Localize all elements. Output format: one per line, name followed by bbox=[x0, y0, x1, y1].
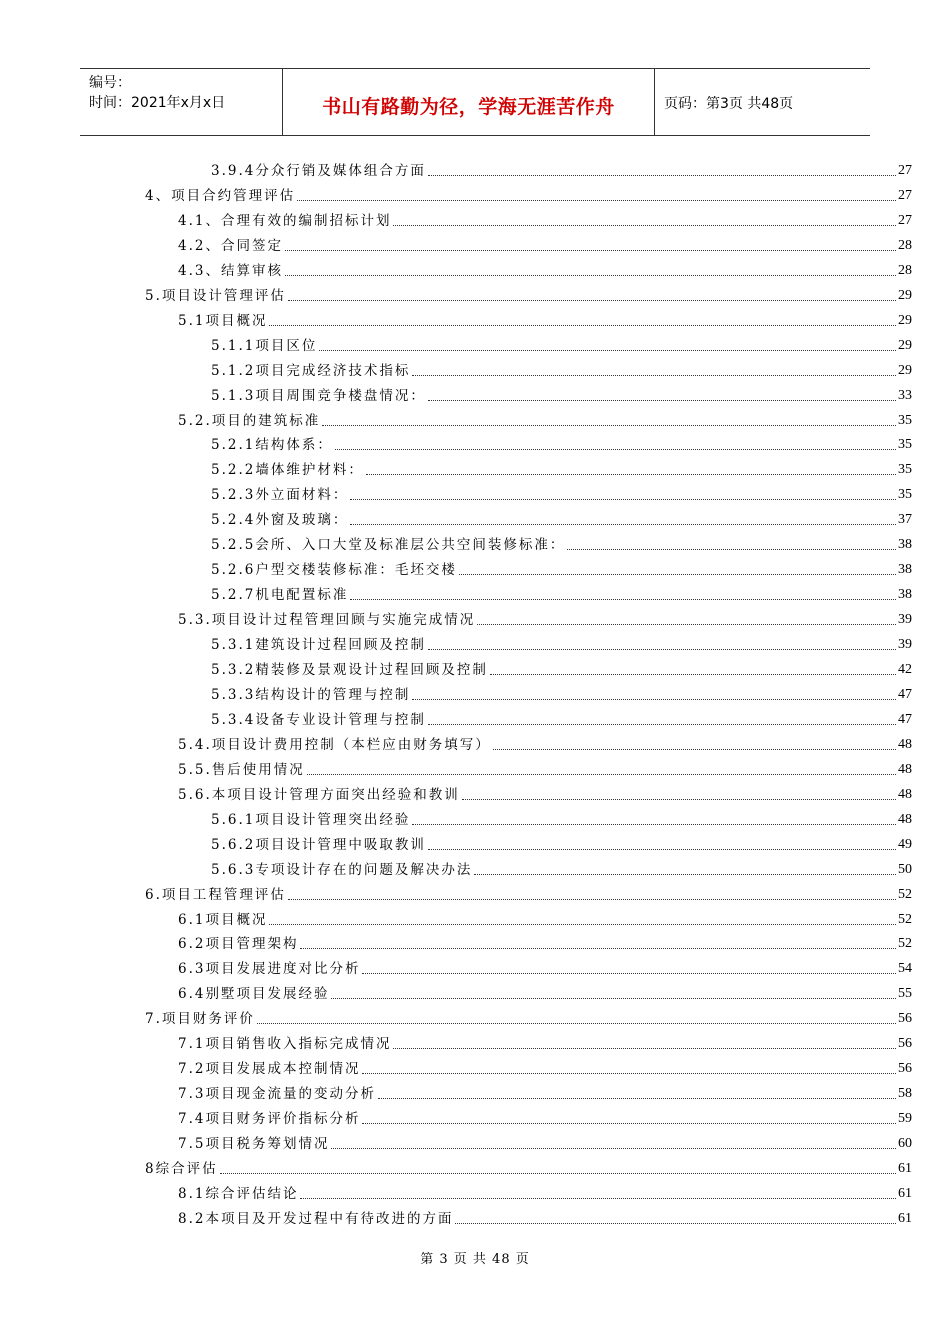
toc-entry-page: 29 bbox=[898, 287, 912, 303]
toc-entry-title: 6.2项目管理架构 bbox=[178, 936, 299, 953]
toc-dot-leader bbox=[322, 425, 896, 426]
header-meta bbox=[80, 69, 283, 135]
page-footer: 第 3 页 共 48 页 bbox=[420, 1252, 530, 1267]
toc-entry-title: 5.1.1项目区位 bbox=[211, 337, 318, 354]
toc-entry-page: 33 bbox=[898, 387, 912, 403]
toc-dot-leader bbox=[366, 474, 896, 475]
toc-entry-page: 47 bbox=[898, 711, 912, 727]
toc-entry[interactable] bbox=[211, 457, 912, 479]
toc-entry-page: 48 bbox=[898, 736, 912, 752]
toc-dot-leader bbox=[331, 998, 896, 999]
toc-entry-page: 38 bbox=[898, 537, 912, 553]
toc-entry[interactable] bbox=[145, 183, 912, 205]
toc-entry[interactable] bbox=[178, 1081, 912, 1103]
toc-dot-leader bbox=[288, 899, 896, 900]
toc-entry-title: 5.1.3项目周围竞争楼盘情况： bbox=[211, 387, 426, 404]
toc-entry-title: 5.2.1结构体系： bbox=[211, 437, 333, 454]
toc-entry-title: 8综合评估 bbox=[145, 1161, 218, 1177]
toc-dot-leader bbox=[412, 824, 896, 825]
toc-dot-leader bbox=[428, 849, 896, 850]
toc-entry[interactable] bbox=[145, 1006, 912, 1028]
document-date-label: 时间：2021年x月x日 bbox=[89, 95, 226, 111]
toc-entry[interactable] bbox=[178, 308, 912, 330]
toc-entry-title: 6.3项目发展进度对比分析 bbox=[178, 961, 361, 978]
toc-entry[interactable] bbox=[211, 158, 912, 180]
toc-entry-title: 5.6.1项目设计管理突出经验 bbox=[211, 811, 411, 828]
toc-entry-title: 5.3.4设备专业设计管理与控制 bbox=[211, 711, 426, 728]
toc-dot-leader bbox=[350, 599, 896, 600]
toc-entry[interactable] bbox=[145, 882, 912, 904]
toc-entry[interactable] bbox=[211, 507, 912, 529]
header-page-info: 页码：第3页 共48页 bbox=[664, 96, 794, 112]
toc-entry-page: 35 bbox=[898, 487, 912, 503]
toc-dot-leader bbox=[477, 624, 896, 625]
toc-entry[interactable] bbox=[211, 682, 912, 704]
toc-entry[interactable] bbox=[211, 557, 912, 579]
toc-dot-leader bbox=[493, 749, 896, 750]
toc-dot-leader bbox=[393, 1048, 896, 1049]
toc-dot-leader bbox=[269, 325, 896, 326]
toc-entry-page: 39 bbox=[898, 612, 912, 628]
toc-dot-leader bbox=[350, 499, 896, 500]
toc-entry[interactable] bbox=[178, 408, 912, 430]
toc-dot-leader bbox=[220, 1173, 896, 1174]
toc-entry-title: 7.2项目发展成本控制情况 bbox=[178, 1061, 361, 1078]
toc-dot-leader bbox=[300, 948, 896, 949]
toc-dot-leader bbox=[335, 449, 896, 450]
toc-entry-page: 37 bbox=[898, 512, 912, 528]
toc-entry[interactable] bbox=[178, 1206, 912, 1228]
toc-entry-title: 5.6.3专项设计存在的问题及解决办法 bbox=[211, 861, 473, 878]
toc-entry-page: 35 bbox=[898, 462, 912, 478]
toc-entry-title: 5.1项目概况 bbox=[178, 312, 268, 329]
toc-entry-title: 5.3.项目设计过程管理回顾与实施完成情况 bbox=[178, 612, 476, 629]
toc-entry-page: 38 bbox=[898, 562, 912, 578]
toc-entry-title: 4.3、结算审核 bbox=[178, 262, 283, 279]
toc-entry-page: 29 bbox=[898, 337, 912, 353]
toc-entry[interactable] bbox=[178, 931, 912, 953]
toc-entry[interactable] bbox=[211, 532, 912, 554]
toc-entry-title: 5.4.项目设计费用控制（本栏应由财务填写） bbox=[178, 736, 491, 753]
toc-entry-title: 8.2本项目及开发过程中有待改进的方面 bbox=[178, 1210, 454, 1227]
toc-entry-page: 48 bbox=[898, 786, 912, 802]
toc-entry-page: 61 bbox=[898, 1210, 912, 1226]
toc-entry-page: 49 bbox=[898, 836, 912, 852]
toc-entry-page: 48 bbox=[898, 761, 912, 777]
toc-dot-leader bbox=[567, 549, 896, 550]
toc-entry-page: 29 bbox=[898, 312, 912, 328]
toc-entry-title: 5.3.3结构设计的管理与控制 bbox=[211, 686, 411, 703]
toc-entry-title: 6.1项目概况 bbox=[178, 911, 268, 928]
toc-dot-leader bbox=[378, 1098, 896, 1099]
toc-entry[interactable] bbox=[178, 981, 912, 1003]
toc-entry-page: 59 bbox=[898, 1111, 912, 1127]
toc-entry-title: 5.2.4外窗及玻璃： bbox=[211, 512, 349, 529]
toc-entry-page: 52 bbox=[898, 936, 912, 952]
toc-entry[interactable] bbox=[211, 807, 912, 829]
toc-entry[interactable] bbox=[178, 956, 912, 978]
toc-entry-page: 29 bbox=[898, 362, 912, 378]
toc-entry-page: 55 bbox=[898, 986, 912, 1002]
toc-entry-title: 5.2.2墙体维护材料： bbox=[211, 462, 364, 479]
toc-entry-title: 5.3.1建筑设计过程回顾及控制 bbox=[211, 637, 426, 654]
toc-entry[interactable] bbox=[211, 657, 912, 679]
toc-entry[interactable] bbox=[178, 258, 912, 280]
toc-dot-leader bbox=[462, 799, 896, 800]
toc-entry-title: 5.项目设计管理评估 bbox=[145, 287, 286, 304]
toc-dot-leader bbox=[428, 649, 896, 650]
toc-entry-page: 27 bbox=[898, 163, 912, 178]
toc-entry-page: 50 bbox=[898, 861, 912, 877]
toc-entry-title: 4.2、合同签定 bbox=[178, 237, 283, 254]
toc-entry-title: 5.3.2精装修及景观设计过程回顾及控制 bbox=[211, 662, 488, 678]
toc-entry[interactable] bbox=[178, 732, 912, 754]
toc-entry-title: 7.项目财务评价 bbox=[145, 1011, 255, 1028]
toc-entry-page: 47 bbox=[898, 686, 912, 702]
toc-dot-leader bbox=[300, 1198, 896, 1199]
toc-entry-page: 52 bbox=[898, 886, 912, 902]
toc-dot-leader bbox=[269, 924, 896, 925]
toc-dot-leader bbox=[474, 874, 896, 875]
toc-entry-title: 5.6.2项目设计管理中吸取教训 bbox=[211, 836, 426, 853]
toc-entry-page: 35 bbox=[898, 437, 912, 453]
toc-dot-leader bbox=[307, 774, 896, 775]
toc-entry[interactable] bbox=[178, 757, 912, 779]
toc-dot-leader bbox=[285, 275, 896, 276]
toc-entry-page: 38 bbox=[898, 587, 912, 603]
toc-entry-title: 5.1.2项目完成经济技术指标 bbox=[211, 362, 411, 379]
toc-entry-page: 28 bbox=[898, 262, 912, 278]
toc-entry-page: 60 bbox=[898, 1136, 912, 1152]
toc-dot-leader bbox=[428, 724, 896, 725]
toc-entry[interactable] bbox=[178, 1131, 912, 1153]
document-number-label: 编号： bbox=[89, 75, 131, 91]
toc-entry-title: 7.5项目税务筹划情况 bbox=[178, 1136, 330, 1153]
toc-dot-leader bbox=[459, 574, 896, 575]
toc-entry[interactable] bbox=[211, 632, 912, 654]
toc-entry-title: 7.3项目现金流量的变动分析 bbox=[178, 1086, 376, 1103]
toc-entry-title: 5.2.5会所、入口大堂及标准层公共空间装修标准： bbox=[211, 537, 566, 554]
toc-entry-page: 56 bbox=[898, 1011, 912, 1027]
toc-entry-title: 4、项目合约管理评估 bbox=[145, 187, 296, 204]
toc-entry[interactable] bbox=[178, 1181, 912, 1203]
page-header bbox=[80, 68, 870, 136]
toc-dot-leader bbox=[257, 1023, 896, 1024]
toc-entry[interactable] bbox=[178, 1031, 912, 1053]
toc-entry-title: 7.4项目财务评价指标分析 bbox=[178, 1111, 361, 1128]
toc-dot-leader bbox=[362, 1123, 896, 1124]
toc-entry[interactable] bbox=[178, 782, 912, 804]
toc-entry-page: 35 bbox=[898, 412, 912, 428]
toc-entry[interactable] bbox=[211, 482, 912, 504]
toc-entry-page: 42 bbox=[898, 662, 912, 677]
toc-dot-leader bbox=[455, 1223, 896, 1224]
toc-dot-leader bbox=[412, 375, 896, 376]
toc-entry-title: 8.1综合评估结论 bbox=[178, 1185, 299, 1202]
toc-entry-page: 27 bbox=[898, 187, 912, 203]
toc-entry[interactable] bbox=[211, 432, 912, 454]
toc-entry-title: 5.5.售后使用情况 bbox=[178, 761, 305, 778]
toc-dot-leader bbox=[490, 674, 896, 675]
toc-dot-leader bbox=[331, 1148, 896, 1149]
toc-entry[interactable] bbox=[211, 832, 912, 854]
toc-dot-leader bbox=[428, 175, 896, 176]
toc-entry-page: 54 bbox=[898, 961, 912, 977]
toc-entry[interactable] bbox=[178, 233, 912, 255]
toc-dot-leader bbox=[297, 200, 896, 201]
toc-dot-leader bbox=[288, 300, 896, 301]
toc-entry[interactable] bbox=[145, 283, 912, 305]
toc-entry-page: 61 bbox=[898, 1161, 912, 1176]
header-motto: 书山有路勤为径，学海无涯苦作舟 bbox=[283, 69, 655, 135]
toc-entry[interactable] bbox=[211, 333, 912, 355]
toc-entry[interactable] bbox=[145, 1156, 912, 1178]
toc-entry-title: 7.1项目销售收入指标完成情况 bbox=[178, 1036, 392, 1053]
toc-entry[interactable] bbox=[178, 1056, 912, 1078]
toc-entry-page: 52 bbox=[898, 911, 912, 927]
toc-entry[interactable] bbox=[211, 857, 912, 879]
toc-entry-page: 58 bbox=[898, 1086, 912, 1102]
toc-entry-title: 6.项目工程管理评估 bbox=[145, 886, 286, 903]
toc-dot-leader bbox=[412, 699, 896, 700]
toc-entry[interactable] bbox=[211, 358, 912, 380]
toc-entry-title: 5.2.7机电配置标准 bbox=[211, 587, 349, 604]
toc-entry[interactable] bbox=[211, 582, 912, 604]
toc-entry[interactable] bbox=[211, 383, 912, 405]
toc-dot-leader bbox=[285, 250, 896, 251]
toc-entry-title: 5.6.本项目设计管理方面突出经验和教训 bbox=[178, 786, 460, 803]
toc-entry[interactable] bbox=[211, 707, 912, 729]
toc-dot-leader bbox=[393, 225, 896, 226]
toc-entry-page: 27 bbox=[898, 212, 912, 228]
toc-entry-title: 5.2.项目的建筑标准 bbox=[178, 412, 321, 429]
toc-dot-leader bbox=[428, 400, 896, 401]
toc-dot-leader bbox=[362, 973, 896, 974]
toc-entry-page: 56 bbox=[898, 1036, 912, 1052]
toc-entry-title: 5.2.3外立面材料： bbox=[211, 487, 349, 504]
toc-entry-page: 48 bbox=[898, 811, 912, 827]
toc-entry[interactable] bbox=[178, 607, 912, 629]
toc-entry-page: 39 bbox=[898, 637, 912, 653]
toc-entry-page: 28 bbox=[898, 237, 912, 253]
toc-entry-page: 56 bbox=[898, 1061, 912, 1077]
toc-entry-title: 4.1、合理有效的编制招标计划 bbox=[178, 212, 392, 229]
toc-entry[interactable] bbox=[178, 208, 912, 230]
toc-entry-title: 3.9.4分众行销及媒体组合方面 bbox=[211, 163, 426, 179]
toc-dot-leader bbox=[319, 350, 896, 351]
toc-dot-leader bbox=[350, 524, 896, 525]
toc-entry-title: 5.2.6户型交楼装修标准：毛坯交楼 bbox=[211, 562, 457, 579]
toc-entry-page: 61 bbox=[898, 1185, 912, 1201]
toc-dot-leader bbox=[362, 1073, 896, 1074]
toc-entry-title: 6.4别墅项目发展经验 bbox=[178, 986, 330, 1003]
toc-entry[interactable] bbox=[178, 1106, 912, 1128]
toc-entry[interactable] bbox=[178, 907, 912, 929]
